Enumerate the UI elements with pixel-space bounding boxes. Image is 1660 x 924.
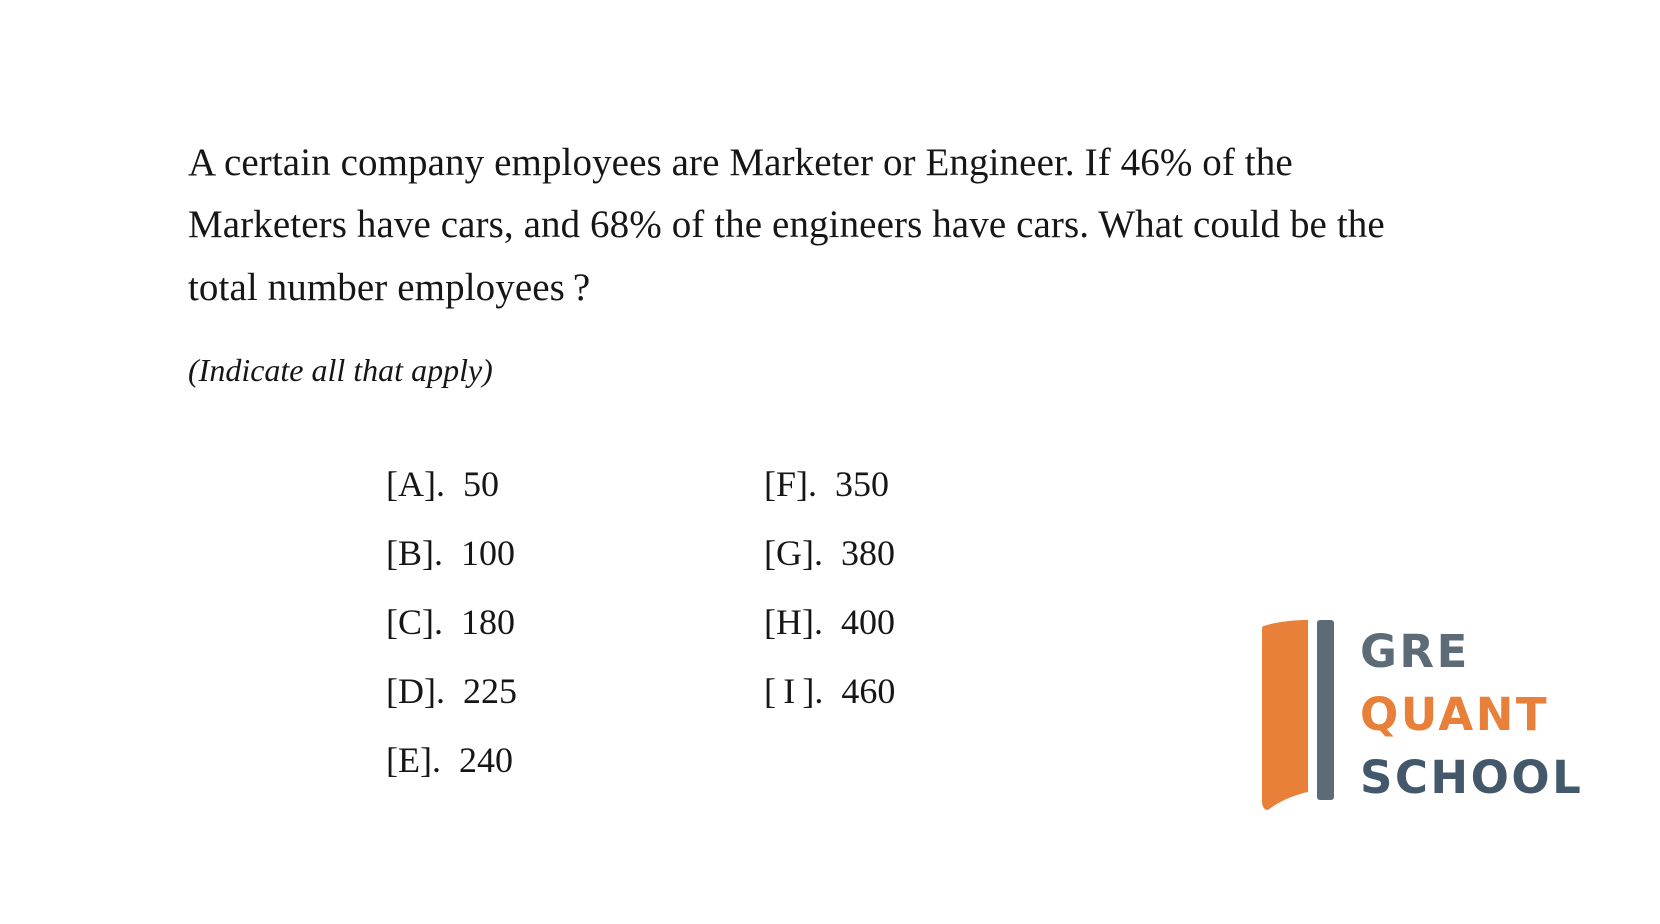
- choice-g[interactable]: [764, 519, 895, 588]
- brand-logo-line-quant: QUANT: [1360, 688, 1550, 741]
- choice-i[interactable]: [764, 657, 895, 726]
- choice-d-value: 225: [462, 671, 517, 711]
- choice-c-value: 180: [461, 602, 515, 642]
- choice-h-value: 400: [840, 602, 895, 642]
- choice-h[interactable]: [764, 588, 895, 657]
- choice-g-label: [G].: [764, 533, 823, 573]
- choice-a[interactable]: [386, 450, 764, 519]
- choice-i-label: [ I ].: [764, 671, 824, 711]
- choice-d[interactable]: [386, 657, 764, 726]
- choice-f-label: [F].: [764, 464, 817, 504]
- choice-c[interactable]: [386, 588, 764, 657]
- open-book-icon: [1262, 620, 1340, 810]
- brand-logo-line-gre: GRE: [1360, 625, 1470, 678]
- choice-e[interactable]: [386, 726, 764, 795]
- choice-f[interactable]: [764, 450, 895, 519]
- choice-b[interactable]: [386, 519, 764, 588]
- choice-b-value: 100: [461, 533, 515, 573]
- choice-c-label: [C].: [386, 602, 443, 642]
- choice-b-label: [B].: [386, 533, 443, 573]
- choice-a-value: 50: [462, 464, 499, 504]
- choice-h-label: [H].: [764, 602, 823, 642]
- choice-a-label: [A].: [386, 464, 445, 504]
- answer-choices: [386, 450, 895, 795]
- choice-g-value: 380: [840, 533, 895, 573]
- question-instruction: (Indicate all that apply): [188, 352, 493, 388]
- answer-choices-column-1: [386, 450, 764, 795]
- choice-e-value: 240: [458, 740, 513, 780]
- question-block: [188, 132, 1458, 319]
- choice-e-label: [E].: [386, 740, 441, 780]
- choice-i-value: 460: [841, 671, 896, 711]
- answer-choices-column-2: [764, 450, 895, 795]
- brand-logo-text: [1360, 620, 1583, 809]
- choice-f-value: 350: [835, 464, 889, 504]
- brand-logo: [1262, 620, 1584, 820]
- choice-d-label: [D].: [386, 671, 445, 711]
- brand-logo-line-school: SCHOOL: [1360, 751, 1584, 804]
- question-text: A certain company employees are Marketer or Engineer. If 46% of the Marketers have cars, and 68% of the engineers have cars. What could be the total number employees ?: [188, 141, 1385, 309]
